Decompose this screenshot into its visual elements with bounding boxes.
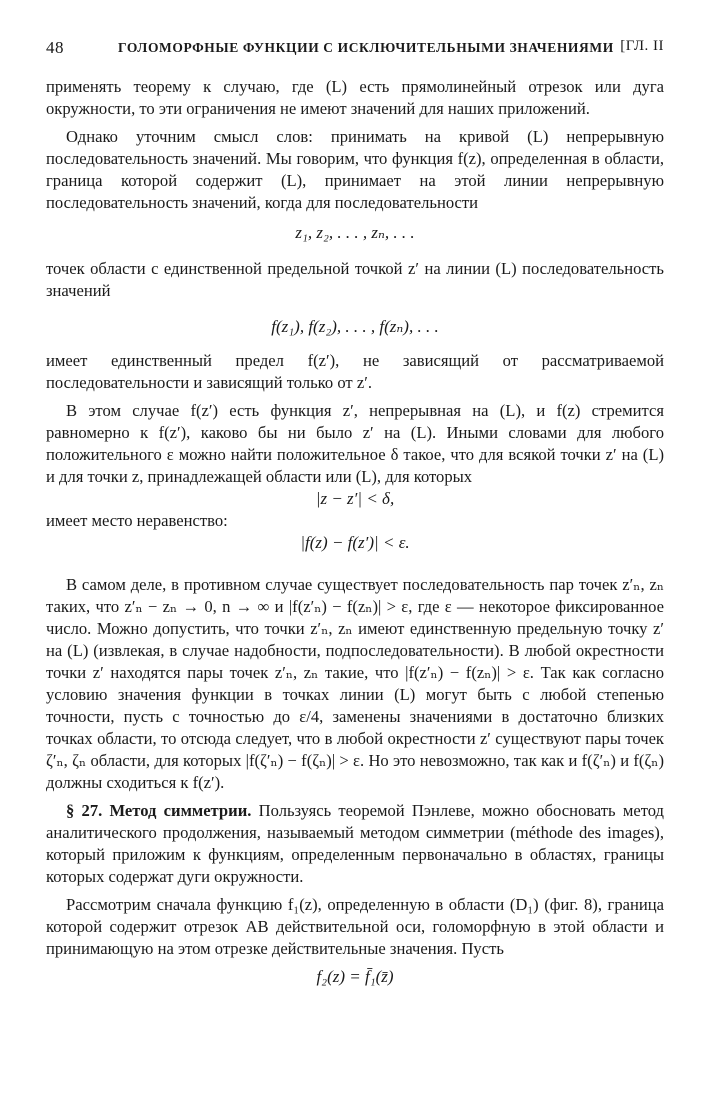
formula-f2: f₂(z) = f̄₁(z̄)	[316, 967, 394, 986]
section-title: § 27. Метод симметрии.	[66, 801, 252, 820]
paragraph-3: точек области с единственной предельной точкой z′ на линии (L) последовательность значений	[46, 259, 664, 300]
paragraph-6: имеет место неравенство:	[46, 511, 228, 530]
paragraph-9: Рассмотрим сначала функцию f₁(z), определенную в области (D₁) (фиг. 8), граница которой содержит отрезок AB действительной оси, голоморфную в этой области и принимающую на этом отрезке действительные значения. Пусть	[46, 895, 664, 958]
page	[46, 38, 664, 988]
paragraph-8-text: Пользуясь теоремой Пэнлеве, можно обосновать метод аналитического продолжения, называемый методом симметрии (méthode des images), который приложим к функциям, определенным первоначально в областях, границы которых содержат дуги окружности.	[46, 801, 664, 886]
paragraph-5: В этом случае f(z′) есть функция z′, непрерывная на (L), и f(z) стремится равномерно к f(z′), каково бы ни было z′ на (L). Иными словами для любого положительного ε можно найти положительное δ такое, что для всякой точки z′ на (L) и для точки z, принадлежащей области или (L), для которых	[46, 401, 664, 486]
paragraph-8	[46, 800, 664, 888]
paragraph-4: имеет единственный предел f(z′), не зависящий от рассматриваемой последовательности и зависящий только от z′.	[46, 351, 664, 392]
formula-delta: |z − z′| < δ,	[315, 489, 395, 508]
paragraph-7: В самом деле, в противном случае существует последовательность пар точек z′ₙ, zₙ таких, что z′ₙ − zₙ → 0, n → ∞ и |f(z′ₙ) − f(zₙ)| > ε, где ε — некоторое фиксированное число. Можно допустить, что точки z′ₙ, zₙ имеют единственную предельную точку z′ на (L) (извлекая, в случае надобности, подпоследовательности). В любой окрестности точки z′ находятся пары точек z′ₙ, zₙ такие, что |f(z′ₙ) − f(zₙ)| > ε. Так как согласно условию значения функции в точках линии (L) могут быть с любой степенью точности, пусть с точностью до ε/4, заменены значениями в достаточно близких точках области, то отсюда следует, что в любой окрестности z′ существуют пары точек ζ′ₙ, ζₙ области, для которых |f(ζ′ₙ) − f(ζₙ)| > ε. Но это невозможно, так как и f(ζ′ₙ) и f(ζₙ) должны сходиться к f(z′).	[46, 575, 664, 792]
formula-sequence-fz: f(z₁), f(z₂), . . . , f(zₙ), . . .	[271, 317, 439, 336]
chapter-label: [ГЛ. II	[620, 38, 664, 54]
running-title: ГОЛОМОРФНЫЕ ФУНКЦИИ С ИСКЛЮЧИТЕЛЬНЫМИ ЗНАЧЕНИЯМИ	[118, 40, 614, 55]
paragraph-1: применять теорему к случаю, где (L) есть прямолинейный отрезок или дуга окружности, то эти ограничения не имеют значений для наших приложений.	[46, 77, 664, 118]
paragraph-2: Однако уточним смысл слов: принимать на кривой (L) непрерывную последовательность значений. Мы говорим, что функция f(z), определенная в области, граница которой содержит (L), принимает на этой линии непрерывную последовательность значений, когда для последовательности	[46, 127, 664, 212]
page-number: 48	[46, 38, 64, 57]
formula-epsilon: |f(z) − f(z′)| < ε.	[300, 533, 410, 552]
formula-sequence-z: z₁, z₂, . . . , zₙ, . . .	[295, 223, 415, 242]
running-header	[46, 38, 664, 62]
